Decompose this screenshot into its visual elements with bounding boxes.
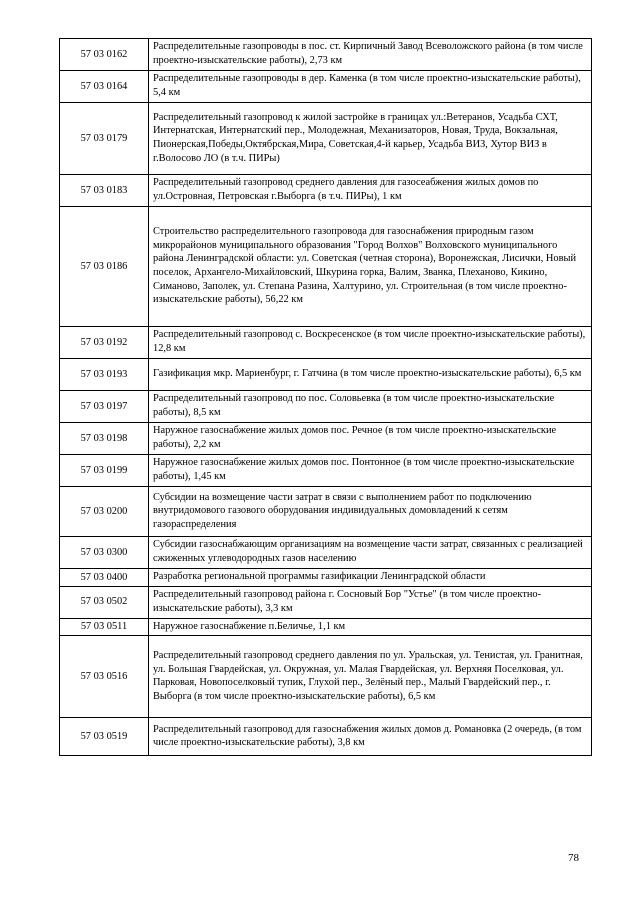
item-code-cell: 57 03 0162 — [60, 39, 149, 71]
item-description-cell: Распределительный газопровод среднего давления для газосеабжения жилых домов по ул.Островная, Петровская г.Выборга (в т.ч. ПИРы), 1 км — [149, 175, 592, 207]
table-row — [60, 423, 592, 455]
item-code-cell: 57 03 0400 — [60, 569, 149, 587]
item-code-cell: 57 03 0193 — [60, 359, 149, 391]
item-description-cell: Строительство распределительного газопровода для газоснабжения природным газом микрорайонов муниципального образования "Город Волхов" Волховского муниципального района Ленинградской области: ул. Советская (четная сторона), Воронежская, Лисички, Новый поселок, Архангело-Михайловский, Шкурина горка, Валим, Званка, Плеханово, Кикино, Симаново, Заполек, ул. Степана Разина, Халтурино, ул. Строительная (в том числе проектно-изыскательские работы), 56,22 км — [149, 207, 592, 327]
table-row — [60, 39, 592, 71]
item-code-cell: 57 03 0516 — [60, 636, 149, 718]
table-row — [60, 359, 592, 391]
item-description-cell: Распределительные газопроводы в пос. ст. Кирпичный Завод Всеволожского района (в том числе проектно-изыскательские работы), 2,73 км — [149, 39, 592, 71]
budget-items-table — [59, 38, 592, 756]
item-code-cell: 57 03 0198 — [60, 423, 149, 455]
table-row — [60, 327, 592, 359]
item-description-cell: Наружное газоснабжение п.Беличье, 1,1 км — [149, 618, 592, 636]
item-description-cell: Распределительный газопровод для газоснабжения жилых домов д. Романовка (2 очередь, (в том числе проектно-изыскательские работы), 3,8 км — [149, 718, 592, 756]
table-row — [60, 569, 592, 587]
table-row — [60, 636, 592, 718]
item-code-cell: 57 03 0200 — [60, 487, 149, 537]
item-code-cell: 57 03 0183 — [60, 175, 149, 207]
page-number: 78 — [568, 852, 579, 864]
item-description-cell: Распределительный газопровод к жилой застройке в границах ул.:Ветеранов, Усадьба СХТ, Интернатская, Интернатский пер., Молодежная, Механизаторов, Новая, Труда, Вокзальная, Пионерская,Победы,Октябрская,Мира, Советская,4-й карьер, Усадьба ВИЗ, Хутор ВИЗ в г.Волосово ЛО (в т.ч. ПИРы) — [149, 103, 592, 175]
table-row — [60, 207, 592, 327]
item-code-cell: 57 03 0164 — [60, 71, 149, 103]
item-description-cell: Наружное газоснабжение жилых домов пос. Речное (в том числе проектно-изыскательские работы), 2,2 км — [149, 423, 592, 455]
table-row — [60, 175, 592, 207]
item-code-cell: 57 03 0519 — [60, 718, 149, 756]
item-code-cell: 57 03 0199 — [60, 455, 149, 487]
item-description-cell: Распределительный газопровод по пос. Соловьевка (в том числе проектно-изыскательские работы), 8,5 км — [149, 391, 592, 423]
item-description-cell: Распределительный газопровод среднего давления по ул. Уральская, ул. Тенистая, ул. Гранитная, ул. Большая Гвардейская, ул. Окружная, ул. Малая Гвардейская, ул. Верхняя Поселковая, ул. Парковая, Новопоселковый тупик, Глухой пер., Зелёный пер., Малый Гвардейский пер., г. Выборга (в том числе проектно-изыскательские работы), 6,5 км — [149, 636, 592, 718]
item-description-cell: Наружное газоснабжение жилых домов пос. Понтонное (в том числе проектно-изыскательские работы), 1,45 км — [149, 455, 592, 487]
item-description-cell: Субсидии на возмещение части затрат в связи с выполнением работ по подключению внутридомового газового оборудования индивидуальных домовладений к сетям газораспределения — [149, 487, 592, 537]
table-row — [60, 71, 592, 103]
item-description-cell: Распределительные газопроводы в дер. Каменка (в том числе проектно-изыскательские работы), 5,4 км — [149, 71, 592, 103]
table-row — [60, 391, 592, 423]
item-code-cell: 57 03 0179 — [60, 103, 149, 175]
item-code-cell: 57 03 0300 — [60, 537, 149, 569]
table-row — [60, 586, 592, 618]
item-code-cell: 57 03 0502 — [60, 586, 149, 618]
table-row — [60, 103, 592, 175]
table-row — [60, 718, 592, 756]
table-row — [60, 537, 592, 569]
item-code-cell: 57 03 0192 — [60, 327, 149, 359]
item-code-cell: 57 03 0197 — [60, 391, 149, 423]
item-description-cell: Газификация мкр. Мариенбург, г. Гатчина (в том числе проектно-изыскательские работы), 6,5 км — [149, 359, 592, 391]
item-description-cell: Распределительный газопровод с. Воскресенское (в том числе проектно-изыскательские работы), 12,8 км — [149, 327, 592, 359]
item-description-cell: Распределительный газопровод района г. Сосновый Бор "Устье" (в том числе проектно-изыскательские работы), 3,3 км — [149, 586, 592, 618]
table-row — [60, 618, 592, 636]
item-description-cell: Разработка региональной программы газификации Ленинградской области — [149, 569, 592, 587]
table-body — [60, 39, 592, 756]
table-row — [60, 455, 592, 487]
item-code-cell: 57 03 0186 — [60, 207, 149, 327]
item-code-cell: 57 03 0511 — [60, 618, 149, 636]
table-row — [60, 487, 592, 537]
item-description-cell: Субсидии газоснабжающим организациям на возмещение части затрат, связанных с реализацией сжиженных углеводородных газов населению — [149, 537, 592, 569]
